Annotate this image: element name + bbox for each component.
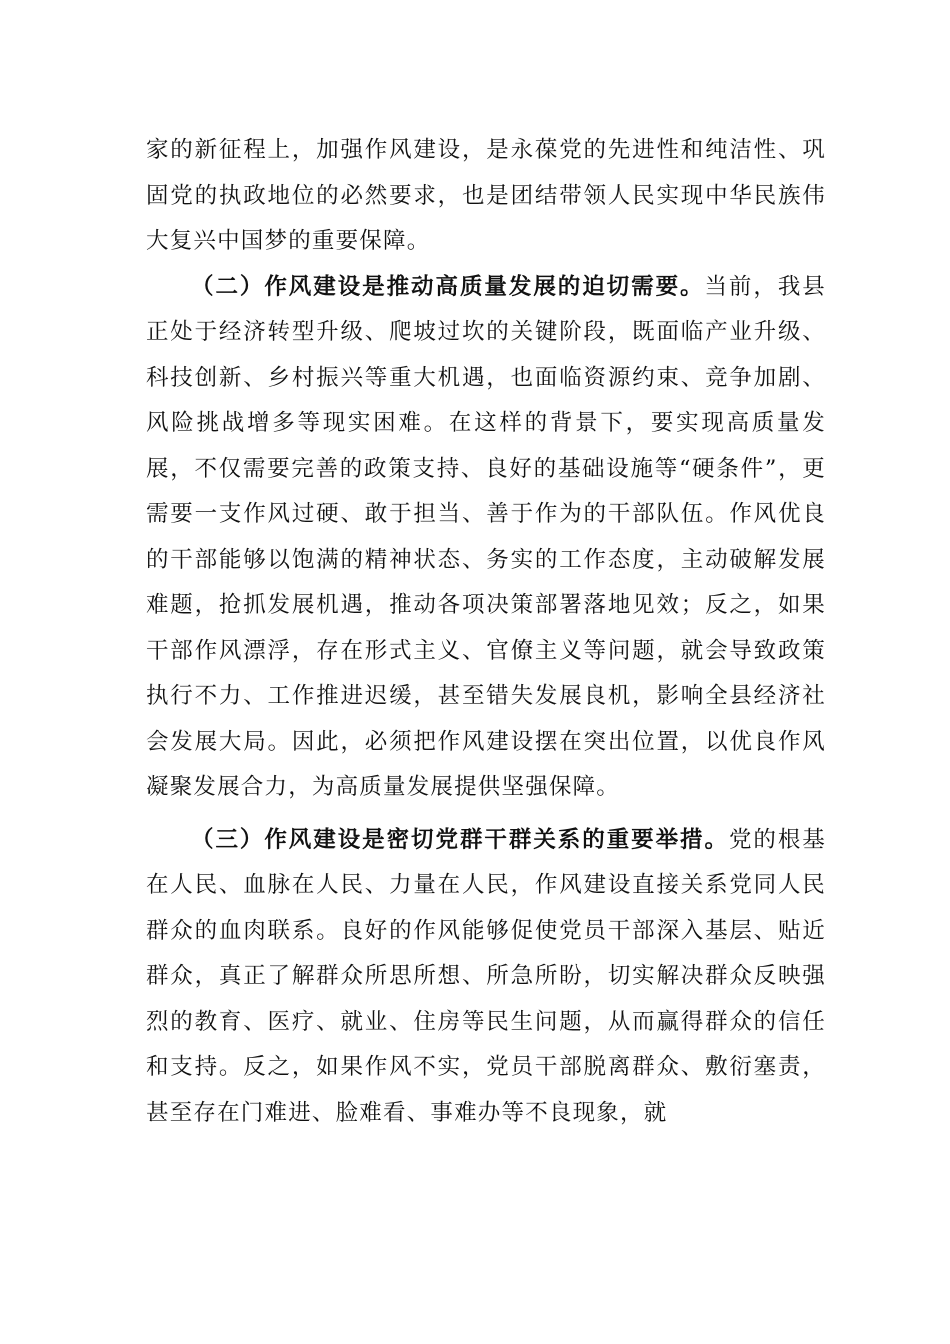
section-heading-2: （二）作风建设是推动高质量发展的迫切需要。 bbox=[191, 273, 705, 300]
paragraph-section-3 bbox=[146, 818, 826, 1137]
paragraph-text: 家的新征程上，加强作风建设，是永葆党的先进性和纯洁性、巩固党的执政地位的必然要求，也是团结带领人民实现中华民族伟大复兴中国梦的重要保障。 bbox=[146, 137, 826, 254]
section-heading-3: （三）作风建设是密切党群干群关系的重要举措。 bbox=[191, 826, 729, 853]
paragraph-text: 当前，我县正处于经济转型升级、爬坡过坎的关键阶段，既面临产业升级、科技创新、乡村振兴等重大机遇，也面临资源约束、竞争加剧、风险挑战增多等现实困难。在这样的背景下，要实现高质量发展，不仅需要完善的政策支持、良好的基础设施等“硬条件”，更需要一支作风过硬、敢于担当、善于作为的干部队伍。作风优良的干部能够以饱满的精神状态、务实的工作态度，主动破解发展难题，抢抓发展机遇，推动各项决策部署落地见效；反之，如果干部作风漂浮，存在形式主义、官僚主义等问题，就会导致政策执行不力、工作推进迟缓，甚至错失发展良机，影响全县经济社会发展大局。因此，必须把作风建设摆在突出位置，以优良作风凝聚发展合力，为高质量发展提供坚强保障。 bbox=[146, 273, 826, 800]
paragraph-text: 党的根基在人民、血脉在人民、力量在人民，作风建设直接关系党同人民群众的血肉联系。良好的作风能够促使党员干部深入基层、贴近群众，真正了解群众所思所想、所急所盼，切实解决群众反映强烈的教育、医疗、就业、住房等民生问题，从而赢得群众的信任和支持。反之，如果作风不实，党员干部脱离群众、敷衍塞责，甚至存在门难进、脸难看、事难办等不良现象，就 bbox=[146, 826, 826, 1126]
paragraph-section-2 bbox=[146, 265, 826, 811]
paragraph-continuation bbox=[146, 128, 826, 265]
document-body bbox=[146, 128, 826, 1136]
